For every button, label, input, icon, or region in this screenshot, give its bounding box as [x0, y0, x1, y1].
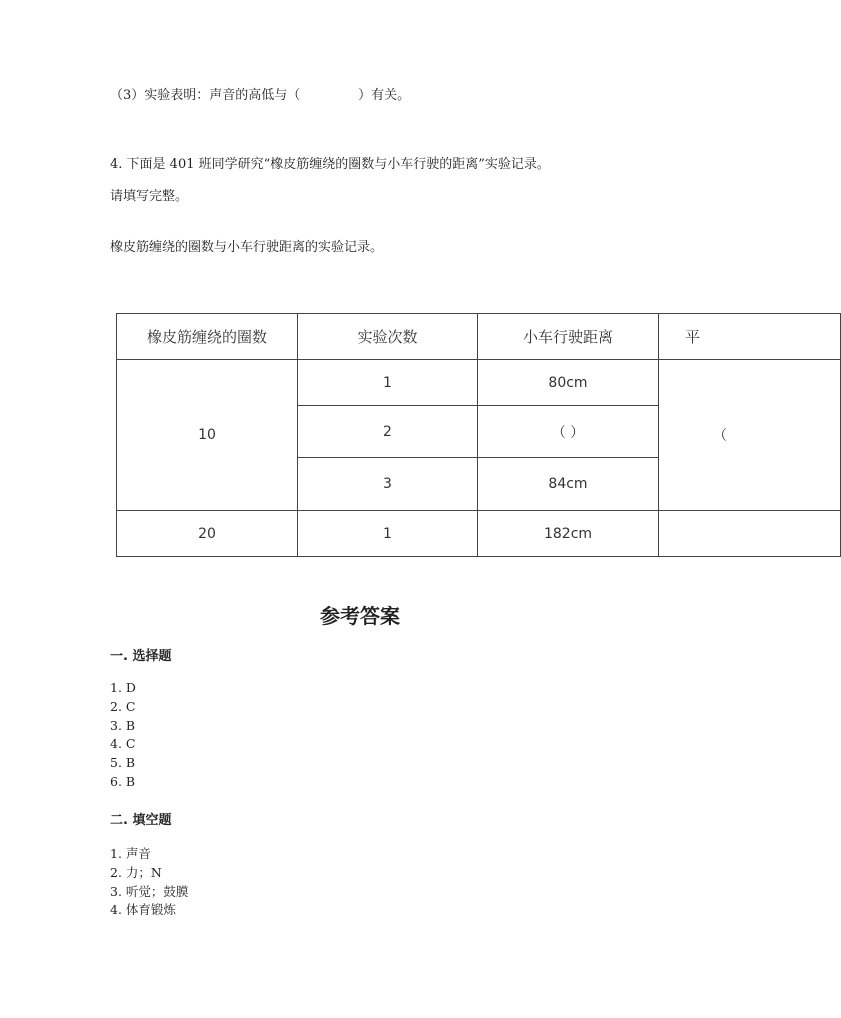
table-caption: 橡皮筋缠绕的圈数与小车行驶距离的实验记录。: [110, 240, 384, 255]
list-item: 6. B: [110, 773, 136, 789]
list-item: 4. 体育锻炼: [110, 902, 176, 918]
question-4-instruction: 请填写完整。: [110, 189, 189, 204]
question-4-text: 4. 下面是 401 班同学研究“橡皮筋缠绕的圈数与小车行驶的距离”实验记录。: [110, 157, 550, 172]
header-trial: 实验次数: [298, 314, 478, 360]
header-turns: 橡皮筋缠绕的圈数: [117, 314, 298, 360]
header-average: 平: [659, 314, 841, 360]
list-item: 3. B: [110, 717, 136, 733]
cell-distance-blank: （ ）: [478, 406, 659, 458]
cell-trial: 2: [298, 406, 478, 458]
cell-trial: 1: [298, 511, 478, 557]
answers-title: 参考答案: [320, 604, 400, 628]
cell-trial: 1: [298, 360, 478, 406]
section-heading-fill: 二. 填空题: [110, 813, 172, 828]
cell-average-blank: （: [659, 360, 841, 511]
list-item: 1. 声音: [110, 846, 151, 861]
list-item: 1. D: [110, 680, 136, 695]
list-item: 2. C: [110, 698, 136, 714]
experiment-table: [116, 313, 727, 557]
answer-list-fill: [110, 845, 188, 920]
list-item: 2. 力；N: [110, 864, 162, 880]
cell-turns-20: 20: [117, 511, 298, 557]
list-item: 3. 听觉；鼓膜: [110, 883, 189, 899]
cell-distance: 182cm: [478, 511, 659, 557]
cell-distance: 84cm: [478, 458, 659, 511]
header-distance: 小车行驶距离: [478, 314, 659, 360]
table-row: [117, 360, 841, 406]
section-heading-choice: 一. 选择题: [110, 649, 172, 664]
table-row: [117, 511, 841, 557]
answer-list-choice: [110, 679, 136, 792]
list-item: 4. C: [110, 736, 136, 752]
cell-trial: 3: [298, 458, 478, 511]
question-3-sub3: （3）实验表明：声音的高低与（ ）有关。: [110, 88, 411, 103]
list-item: 5. B: [110, 755, 136, 771]
table-header-row: [117, 314, 841, 360]
cell-average: [659, 511, 841, 557]
cell-distance: 80cm: [478, 360, 659, 406]
cell-turns-10: 10: [117, 360, 298, 511]
